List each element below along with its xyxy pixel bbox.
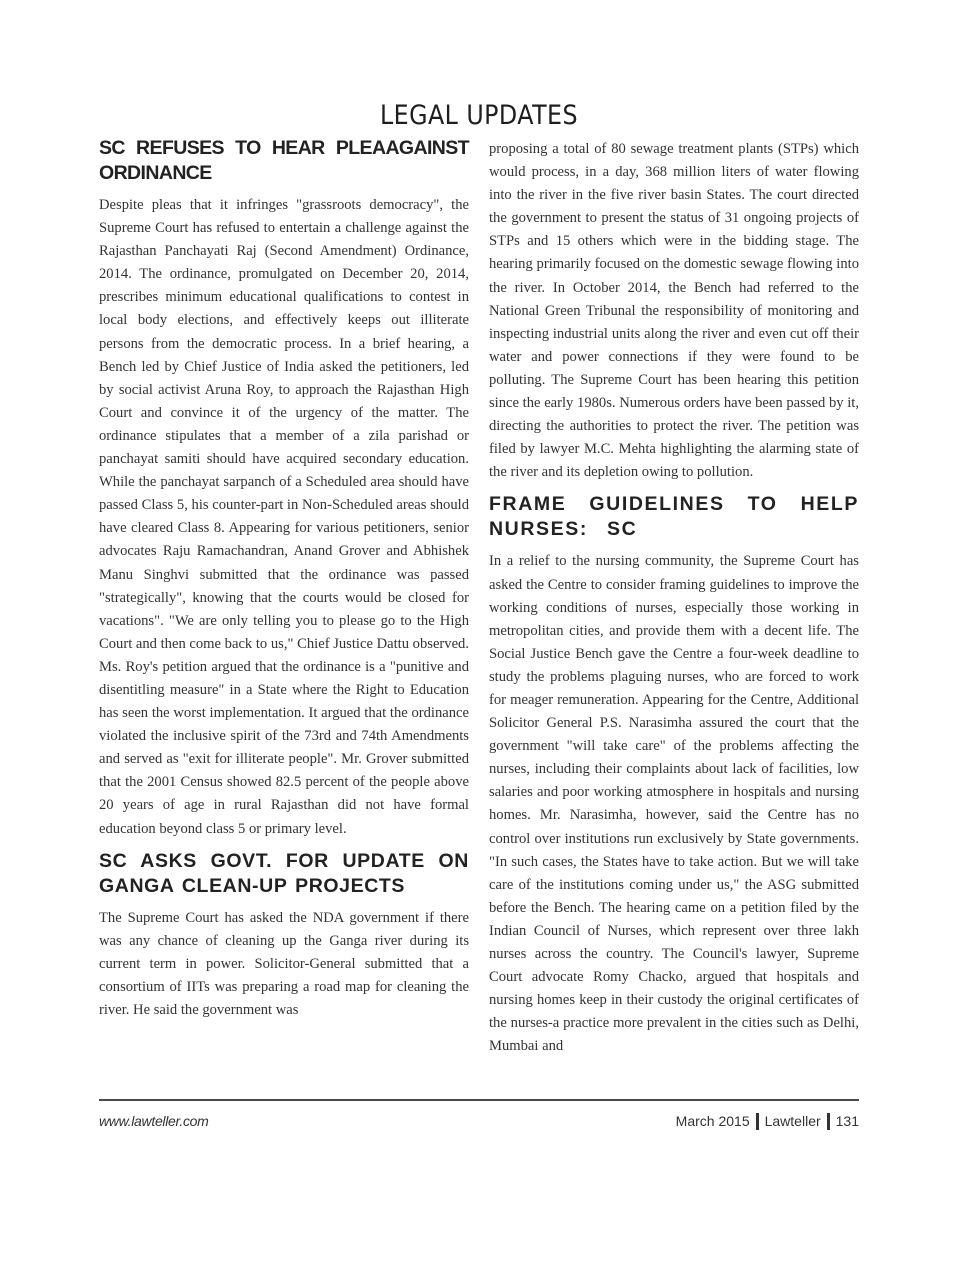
- publication-name: Lawteller: [764, 1113, 821, 1129]
- article-ordinance-plea: [99, 136, 469, 841]
- article-ganga-cleanup: [99, 849, 469, 1022]
- article-body: In a relief to the nursing community, the Supreme Court has asked the Centre to consider framing guidelines to improve the working conditions of nurses, especially those working in metropolitan cities, and provide them with a decent life. The Social Justice Bench gave the Centre a four-week deadline to study the problems plaguing nurses, who are forced to work for meager remuneration. Appearing for the Centre, Additional Solicitor General P.S. Narasimha assured the court that the government "will take care" of the problems affecting the nurses, including their complaints about lack of facilities, low salaries and poor working atmosphere in hospitals and nursing homes. Mr. Narasimha, however, said the Centre has no control over institutions run exclusively by State governments. "In such cases, the States have to take action. But we will take care of the institutions coming under us," the ASG submitted before the Bench. The hearing came on a petition filed by the Indian Council of Nurses, which represent over three lakh nurses across the country. The Council's lawyer, Supreme Court advocate Romy Chacko, argued that hospitals and nursing homes keep in their custody the original certificates of the nurses-a practice more prevalent in the cities such as Delhi, Mumbai and: [489, 553, 859, 1055]
- website-link[interactable]: www.lawteller.com: [99, 1113, 209, 1129]
- issue-date: March 2015: [675, 1113, 750, 1129]
- article-headline: SC REFUSES TO HEAR PLEAAGAINST ORDINANCE: [99, 137, 469, 184]
- right-column: [489, 138, 859, 1066]
- article-headline: SC ASKS GOVT. FOR UPDATE ON GANGA CLEAN-UP PROJECTS: [99, 849, 469, 897]
- article-nurses-guidelines: [489, 492, 859, 1058]
- separator-bar: [827, 1113, 830, 1130]
- footer-meta: [676, 1113, 859, 1130]
- article-headline: FRAME GUIDELINES TO HELP NURSES: SC: [489, 493, 859, 541]
- article-body-continued: proposing a total of 80 sewage treatment plants (STPs) which would process, in a day, 368 million liters of water flowing into the river in the five river basin States. The court directed the government to present the status of 31 ongoing projects of STPs and 15 others which were in the bidding stage. The hearing primarily focused on the domestic sewage flowing into the river. In October 2014, the Bench had referred to the National Green Tribunal the responsibility of monitoring and inspecting industrial units along the river and even cut off their water and power connections if they were found to be polluting. The Supreme Court has been hearing this petition since the early 1980s. Numerous orders have been passed by it, directing the authorities to protect the river. The petition was filed by lawyer M.C. Mehta highlighting the alarming state of the river and its depletion owing to pollution.: [489, 141, 859, 481]
- page-number: 131: [835, 1113, 859, 1129]
- section-title: LEGAL UPDATES: [379, 100, 579, 131]
- footer-divider: [99, 1099, 859, 1101]
- article-body: The Supreme Court has asked the NDA government if there was any chance of cleaning up the Ganga river during its current term in power. Solicitor-General submitted that a consortium of IITs was preparing a road map for cleaning the river. He said the government was: [99, 909, 469, 1018]
- left-column: [99, 136, 469, 1030]
- article-body: Despite pleas that it infringes "grassroots democracy", the Supreme Court has refused to entertain a challenge against the Rajasthan Panchayati Raj (Second Amendment) Ordinance, 2014. The ordinance, promulgated on December 20, 2014, prescribes minimum educational qualifications to contest in local body elections, and effectively keeps out illiterate persons from the democratic process. In a brief hearing, a Bench led by Chief Justice of India asked the petitioners, led by social activist Aruna Roy, to approach the Rajasthan High Court and convince it of the urgency of the matter. The ordinance stipulates that a member of a zila parishad or panchayat samiti should have acquired secondary education. While the panchayat sarpanch of a Scheduled area should have passed Class 5, his counter-part in Non-Scheduled areas should have cleared Class 8. Appearing for various petitioners, senior advocates Raju Ramachandran, Anand Grover and Abhishek Manu Singhvi submitted that the ordinance was passed "strategically", knowing that the courts would be closed for vacations". "We are only telling you to please go to the High Court and then come back to us," Chief Justice Dattu observed. Ms. Roy's petition argued that the ordinance is a "punitive and disentitling measure" in a State where the Right to Education has seen the worst implementation. It argued that the ordinance violated the inclusive spirit of the 73rd and 74th Amendments and served as "exit for illiterate people". Mr. Grover submitted that the 2001 Census showed 82.5 percent of the people above 20 years of age in rural Rajasthan did not have formal education beyond class 5 or primary level.: [99, 197, 469, 837]
- separator-bar: [756, 1113, 759, 1130]
- page-footer: [99, 1111, 859, 1131]
